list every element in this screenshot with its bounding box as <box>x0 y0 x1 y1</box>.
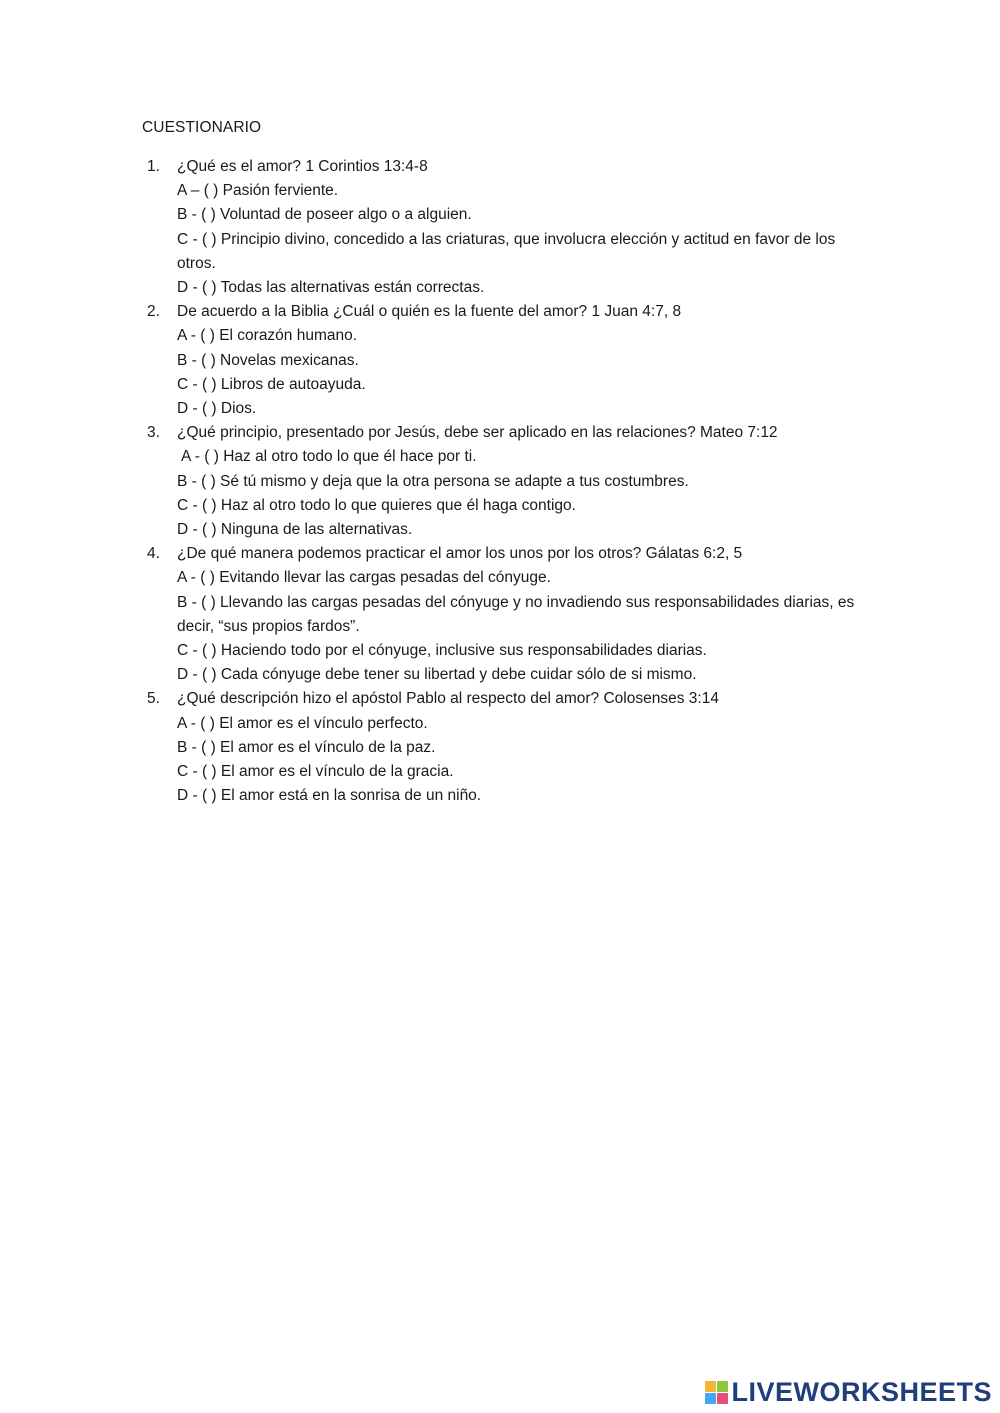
option-d: D - ( ) Ninguna de las alternativas. <box>177 521 413 539</box>
option-d: D - ( ) Todas las alternativas están correctas. <box>177 279 485 297</box>
option-c: C - ( ) Haciendo todo por el cónyuge, inclusive sus responsabilidades diarias. <box>177 642 707 660</box>
question-text: ¿De qué manera podemos practicar el amor los unos por los otros? Gálatas 6:2, 5 <box>177 545 743 563</box>
option-b: B - ( ) El amor es el vínculo de la paz. <box>177 738 436 756</box>
option-b: B - ( ) Voluntad de poseer algo o a alguien. <box>177 206 472 224</box>
option-d: D - ( ) Dios. <box>177 400 257 418</box>
question-text: De acuerdo a la Biblia ¿Cuál o quién es la fuente del amor? 1 Juan 4:7, 8 <box>177 303 682 321</box>
question-number: 5. <box>147 690 160 708</box>
option-b: B - ( ) Novelas mexicanas. <box>177 351 359 369</box>
logo-mark-icon <box>705 1381 728 1404</box>
option-c: C - ( ) El amor es el vínculo de la gracia. <box>177 763 454 781</box>
option-a: A - ( ) Evitando llevar las cargas pesadas del cónyuge. <box>177 569 551 587</box>
question-1 <box>142 155 862 300</box>
option-d: D - ( ) Cada cónyuge debe tener su libertad y debe cuidar sólo de si mismo. <box>177 666 697 684</box>
question-5 <box>142 687 862 808</box>
option-c: C - ( ) Haz al otro todo lo que quieres que él haga contigo. <box>177 496 576 514</box>
question-number: 2. <box>147 303 160 321</box>
option-a: A - ( ) El amor es el vínculo perfecto. <box>177 714 428 732</box>
logo-mark-square-1 <box>705 1381 716 1392</box>
page-title: CUESTIONARIO <box>142 119 262 136</box>
option-list <box>177 445 862 542</box>
question-number: 4. <box>147 545 160 563</box>
option-c: C - ( ) Libros de autoayuda. <box>177 375 366 393</box>
question-list <box>142 155 862 808</box>
liveworksheets-logo <box>705 1377 992 1407</box>
option-d: D - ( ) El amor está en la sonrisa de un niño. <box>177 787 482 805</box>
option-a: A - ( ) Haz al otro todo lo que él hace por ti. <box>181 448 477 466</box>
option-b: B - ( ) Llevando las cargas pesadas del cónyuge y no invadiendo sus responsabilidades diarias, es decir, “sus propios fardos”. <box>177 593 855 635</box>
question-4 <box>142 542 862 687</box>
logo-mark-square-3 <box>705 1393 716 1404</box>
option-list <box>177 179 862 300</box>
logo-mark-square-2 <box>717 1381 728 1392</box>
question-2 <box>142 300 862 421</box>
option-list <box>177 712 862 809</box>
option-list <box>177 324 862 421</box>
question-3 <box>142 421 862 542</box>
question-number: 1. <box>147 158 160 175</box>
option-list <box>177 566 862 687</box>
question-text: ¿Qué principio, presentado por Jesús, debe ser aplicado en las relaciones? Mateo 7:12 <box>177 424 778 442</box>
logo-mark-square-4 <box>717 1393 728 1404</box>
option-a: A – ( ) Pasión ferviente. <box>177 182 339 200</box>
option-c: C - ( ) Principio divino, concedido a las criaturas, que involucra elección y actitud en favor de los otros. <box>177 230 836 272</box>
question-text: ¿Qué es el amor? 1 Corintios 13:4-8 <box>177 158 428 175</box>
question-text: ¿Qué descripción hizo el apóstol Pablo al respecto del amor? Colosenses 3:14 <box>177 690 719 708</box>
option-b: B - ( ) Sé tú mismo y deja que la otra persona se adapte a tus costumbres. <box>177 472 689 490</box>
question-number: 3. <box>147 424 160 442</box>
logo-text: LIVEWORKSHEETS <box>731 1376 992 1407</box>
option-a: A - ( ) El corazón humano. <box>177 327 358 345</box>
